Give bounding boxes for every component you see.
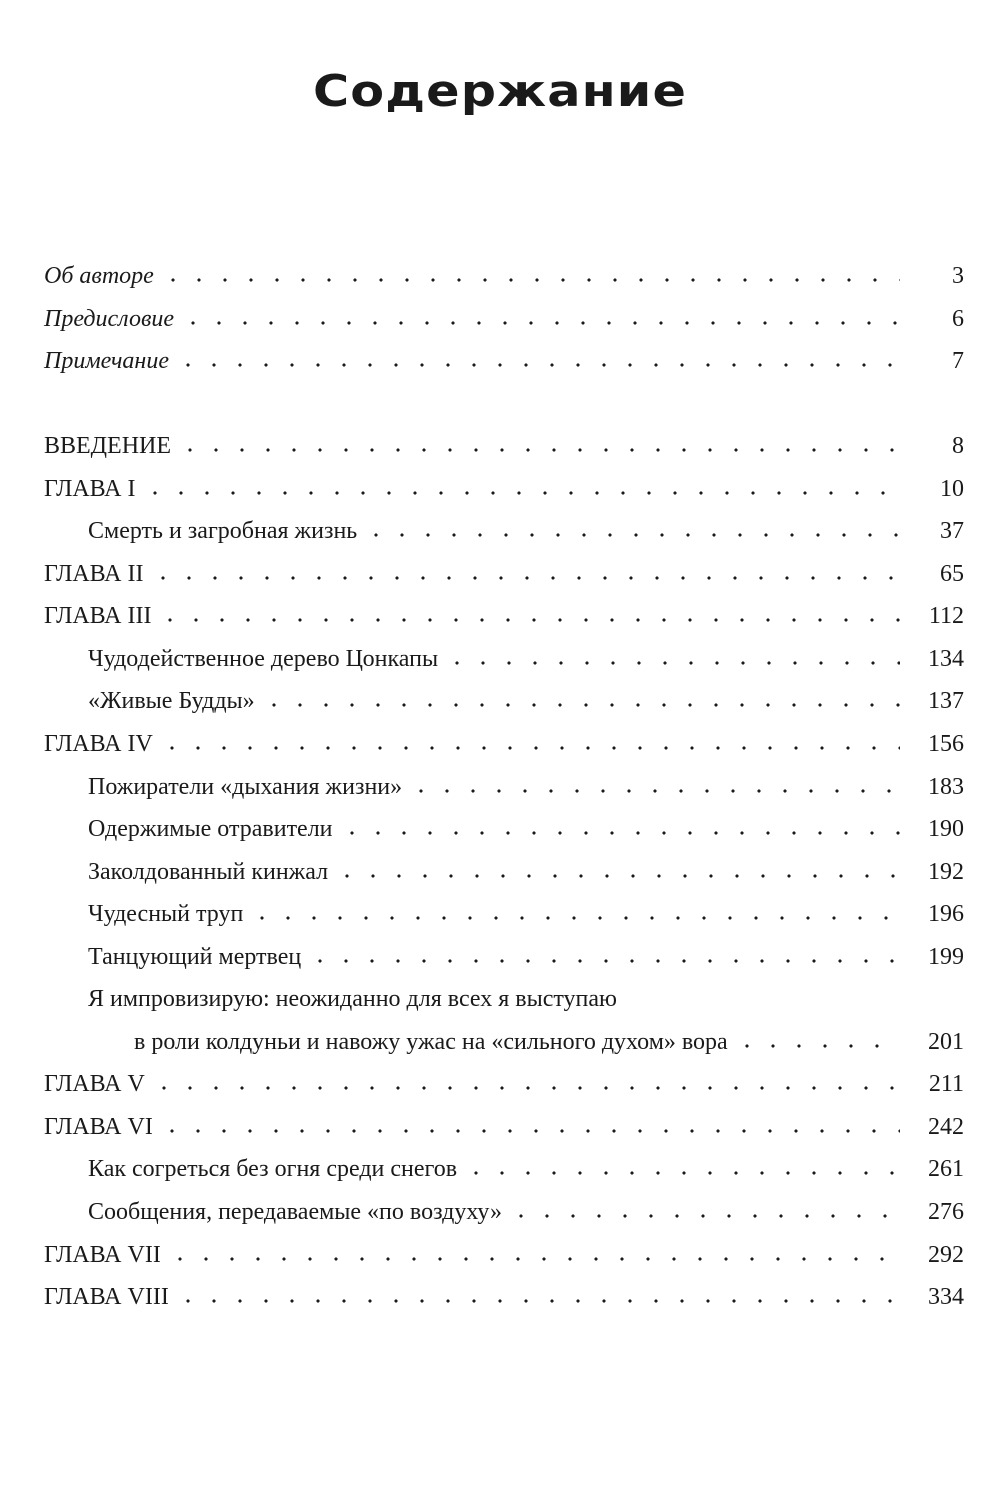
toc-entry-section[interactable] (88, 1149, 964, 1183)
toc-entry-label: Примечание (44, 348, 169, 374)
dot-leader (157, 617, 900, 623)
dot-leader (159, 1128, 900, 1134)
toc-entry-label: «Живые Будды» (88, 688, 255, 714)
toc-entry-page: 242 (928, 1114, 964, 1140)
toc-entry-page: 201 (928, 1029, 964, 1055)
toc-entry-section[interactable] (88, 894, 964, 928)
toc-entry-section[interactable] (88, 681, 964, 715)
toc-entry-chapter-4[interactable] (44, 724, 964, 758)
toc-entry-note[interactable] (44, 341, 964, 375)
toc-entry-section[interactable] (88, 937, 964, 971)
dot-leader (363, 532, 900, 538)
toc-entry-page: 156 (928, 731, 964, 757)
dot-leader (159, 745, 900, 751)
toc-entry-label: Чудесный труп (88, 901, 244, 927)
toc-entry-section[interactable] (88, 639, 964, 673)
toc-entry-page: 65 (940, 561, 964, 587)
toc-entry-page: 192 (928, 859, 964, 885)
toc-entry-page: 196 (928, 901, 964, 927)
toc-entry-page: 7 (952, 348, 964, 374)
toc-entry-label: Об авторе (44, 263, 154, 289)
toc-entry-page: 334 (928, 1284, 964, 1310)
dot-leader (463, 1170, 900, 1176)
toc-entry-section[interactable] (88, 1192, 964, 1226)
toc-entry-page: 134 (928, 646, 964, 672)
dot-leader (167, 1256, 900, 1262)
toc-entry-label: Предисловие (44, 306, 175, 332)
toc-entry-label: ГЛАВА I (44, 476, 136, 502)
toc-entry-preface[interactable] (44, 299, 964, 333)
toc-entry-label: Одержимые отравители (88, 816, 333, 842)
toc-entry-label: Танцующий мертвец (88, 944, 302, 970)
toc-entry-section-line-2[interactable] (134, 1022, 964, 1056)
toc-entry-page: 37 (940, 518, 964, 544)
toc-entry-page: 112 (928, 603, 964, 629)
toc-entry-label: ГЛАВА II (44, 561, 144, 587)
toc-entry-page: 190 (928, 816, 964, 842)
dot-leader (444, 660, 900, 666)
toc-entry-section[interactable] (88, 767, 964, 801)
dot-leader (339, 830, 900, 836)
dot-leader (249, 915, 900, 921)
toc-entry-page: 183 (928, 774, 964, 800)
toc-entry-label: Как согреться без огня среди снегов (88, 1156, 458, 1182)
dot-leader (408, 788, 900, 794)
toc-entry-chapter-3[interactable] (44, 596, 964, 630)
dot-leader (175, 1298, 900, 1304)
toc-entry-page: 199 (928, 944, 964, 970)
dot-leader (334, 873, 900, 879)
toc-entry-chapter-5[interactable] (44, 1064, 964, 1098)
toc-entry-label: Сообщения, передаваемые «по воздуху» (88, 1199, 503, 1225)
toc-entry-label: ГЛАВА V (44, 1071, 145, 1097)
toc-entry-page: 276 (928, 1199, 964, 1225)
toc-entry-about-author[interactable] (44, 256, 964, 290)
toc-entry-label: ГЛАВА IV (44, 731, 153, 757)
toc-entry-section[interactable] (88, 809, 964, 843)
toc-entry-page: 292 (928, 1242, 964, 1268)
dot-leader (142, 490, 901, 496)
toc-entry-chapter-2[interactable] (44, 554, 964, 588)
dot-leader (508, 1213, 900, 1219)
dot-leader (151, 1085, 900, 1091)
dot-leader (177, 447, 900, 453)
toc-entry-page: 3 (952, 263, 964, 289)
toc-entry-chapter-7[interactable] (44, 1235, 964, 1269)
toc-entry-section[interactable] (88, 852, 964, 886)
toc-entry-label: Смерть и загробная жизнь (88, 518, 358, 544)
toc-entry-section[interactable] (88, 511, 964, 545)
toc-entry-label: ГЛАВА VI (44, 1114, 153, 1140)
dot-leader (160, 277, 900, 283)
toc-entry-chapter-1[interactable] (44, 469, 964, 503)
dot-leader-empty (623, 1000, 900, 1006)
toc-entry-label: ГЛАВА VIII (44, 1284, 169, 1310)
toc-entry-introduction[interactable] (44, 426, 964, 460)
toc-entry-page: 10 (940, 476, 964, 502)
toc-entry-page: 6 (952, 306, 964, 332)
toc-entry-label: ГЛАВА VII (44, 1242, 161, 1268)
toc-entry-label: Заколдованный кинжал (88, 859, 329, 885)
dot-leader (734, 1043, 900, 1049)
toc-entry-chapter-6[interactable] (44, 1107, 964, 1141)
toc-entry-label: ГЛАВА III (44, 603, 152, 629)
toc-entry-section-line-1[interactable] (88, 979, 964, 1013)
dot-leader (175, 362, 900, 368)
toc-entry-label: в роли колдуньи и навожу ужас на «сильного духом» вора (134, 1029, 728, 1055)
toc-entry-label: ВВЕДЕНИЕ (44, 433, 172, 459)
toc-entry-label: Чудодейственное дерево Цонкапы (88, 646, 439, 672)
toc-entry-page: 211 (928, 1071, 964, 1097)
toc-entry-page: 8 (952, 433, 964, 459)
page-title: Содержание (312, 66, 688, 117)
toc-entry-page: 261 (928, 1156, 964, 1182)
dot-leader (150, 575, 901, 581)
toc-entry-chapter-8[interactable] (44, 1277, 964, 1311)
toc-entry-page: 137 (928, 688, 964, 714)
toc-entry-label: Пожиратели «дыхания жизни» (88, 774, 403, 800)
toc-entry-label: Я импровизирую: неожиданно для всех я выступаю (88, 986, 617, 1012)
dot-leader (307, 958, 900, 964)
dot-leader (261, 702, 900, 708)
dot-leader (180, 320, 900, 326)
